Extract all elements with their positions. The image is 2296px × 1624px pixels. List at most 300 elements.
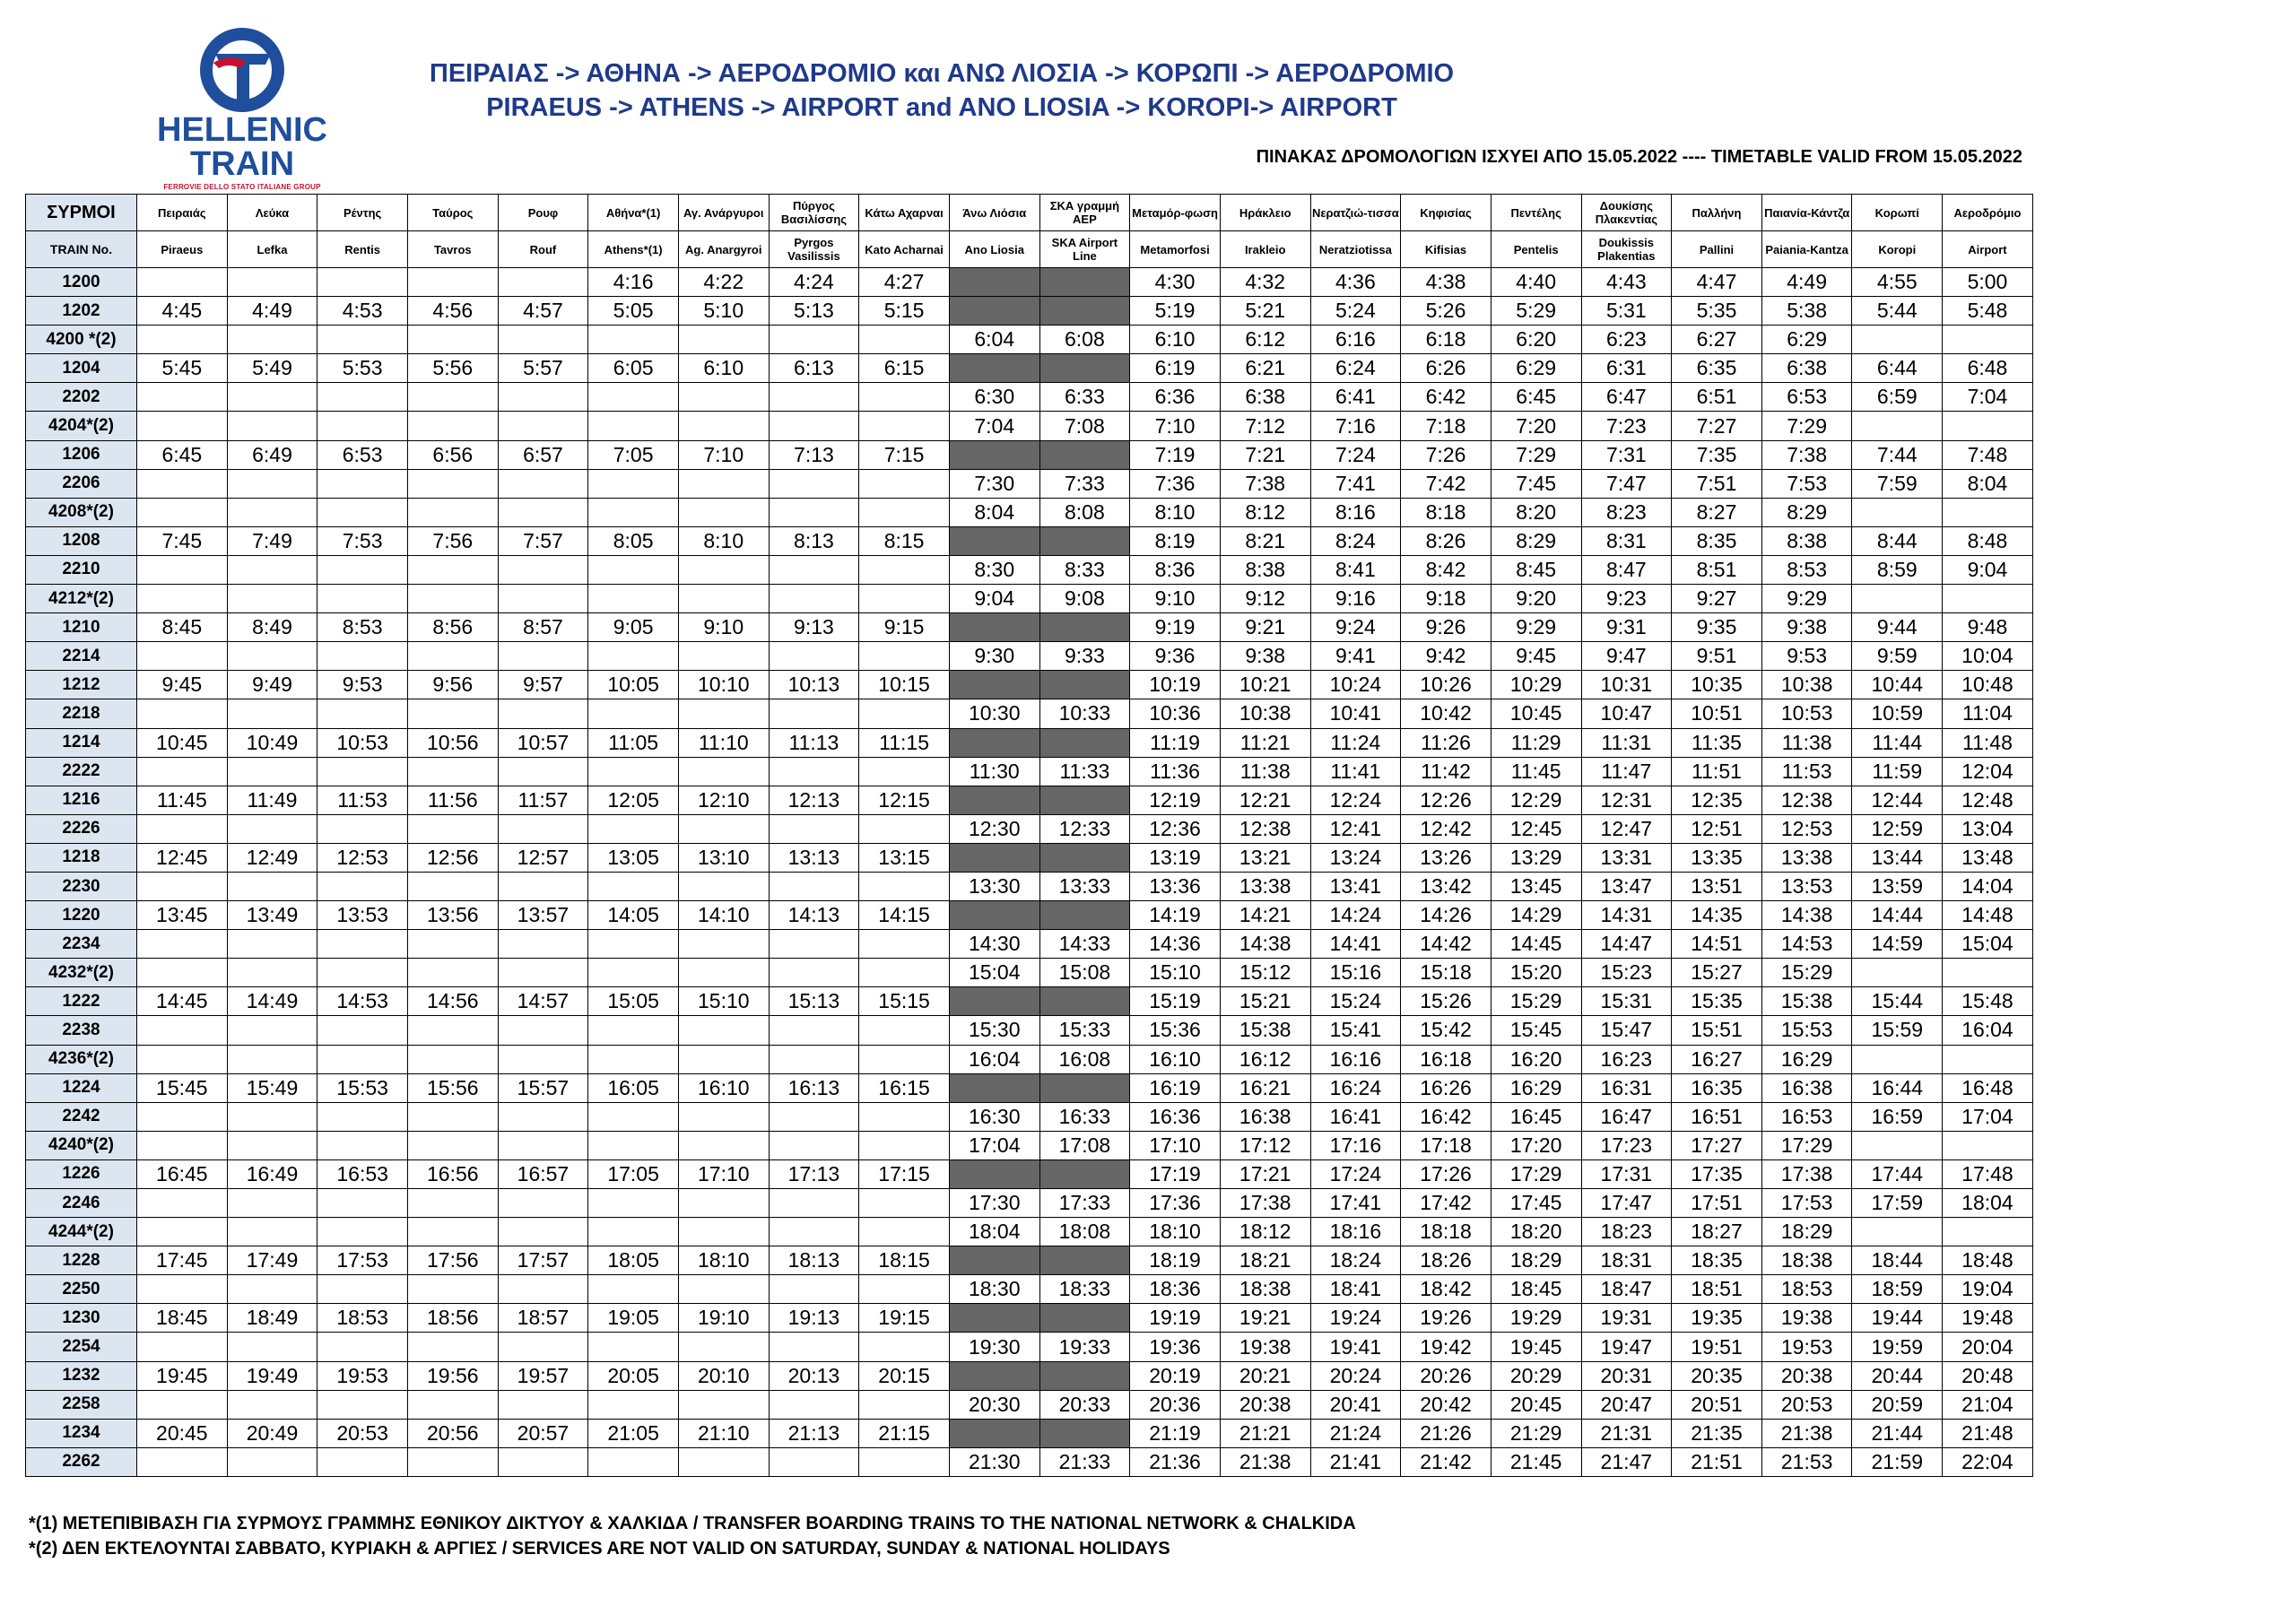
time-cell: [317, 959, 408, 987]
time-cell: [498, 412, 588, 440]
time-cell: 9:16: [1310, 585, 1401, 613]
time-cell: 19:59: [1852, 1333, 1943, 1361]
time-cell: 12:38: [1220, 814, 1310, 843]
time-cell: 9:59: [1852, 642, 1943, 671]
time-cell: 14:31: [1581, 901, 1672, 930]
time-cell: 9:53: [1761, 642, 1852, 671]
time-cell: 21:24: [1310, 1419, 1401, 1447]
time-cell: [678, 1131, 769, 1159]
time-cell: [317, 326, 408, 354]
time-cell: 15:23: [1581, 959, 1672, 987]
time-cell: 20:38: [1761, 1361, 1852, 1390]
time-cell: 8:36: [1130, 555, 1221, 584]
time-cell: 9:05: [588, 613, 679, 642]
station-name-greek: Κάτω Αχαρναι: [865, 205, 944, 220]
train-number: 4236*(2): [26, 1045, 137, 1073]
time-cell: 19:29: [1491, 1304, 1581, 1333]
time-cell: [137, 757, 228, 786]
time-cell: 18:44: [1852, 1246, 1943, 1275]
time-cell: 15:35: [1672, 987, 1762, 1016]
time-cell: 13:56: [407, 901, 498, 930]
time-cell: 13:57: [498, 901, 588, 930]
no-service-cell: [1039, 440, 1130, 469]
time-cell: [859, 1275, 950, 1304]
station-name-english: Kato Acharnai: [865, 242, 944, 256]
no-service-cell: [1039, 1304, 1130, 1333]
time-cell: 6:45: [1491, 383, 1581, 412]
time-cell: 19:56: [407, 1361, 498, 1390]
time-cell: 8:57: [498, 613, 588, 642]
time-cell: [769, 1333, 859, 1361]
time-cell: [407, 498, 498, 526]
time-cell: 20:42: [1401, 1390, 1492, 1419]
station-name-greek: Αγ. Ανάργυροι: [683, 205, 764, 220]
no-service-cell: [1039, 526, 1130, 555]
time-cell: [769, 555, 859, 584]
time-cell: 17:10: [1130, 1131, 1221, 1159]
station-name-greek: Ρέντης: [344, 205, 382, 220]
time-cell: [317, 1333, 408, 1361]
train-number: 1226: [26, 1159, 137, 1188]
time-cell: 18:53: [317, 1304, 408, 1333]
time-cell: 7:19: [1130, 440, 1221, 469]
no-service-cell: [1039, 786, 1130, 814]
time-cell: 21:38: [1761, 1419, 1852, 1447]
time-cell: [769, 1189, 859, 1218]
no-service-cell: [949, 1073, 1039, 1102]
time-cell: 13:31: [1581, 843, 1672, 872]
no-service-cell: [1039, 1159, 1130, 1188]
table-row: [26, 1073, 2033, 1102]
time-cell: 21:51: [1672, 1447, 1762, 1476]
no-service-cell: [1039, 297, 1130, 326]
station-name-english: Pentelis: [1513, 242, 1559, 256]
time-cell: [407, 469, 498, 498]
validity-notice: ΠΙΝΑΚΑΣ ΔΡΟΜΟΛΟΓΙΩΝ ΙΣΧΥΕΙ ΑΠΟ 15.05.2022 ---- TIMETABLE VALID FROM 15.05.2022: [1256, 147, 2022, 167]
no-service-cell: [1039, 987, 1130, 1016]
time-cell: 19:13: [769, 1304, 859, 1333]
time-cell: 6:18: [1401, 326, 1492, 354]
time-cell: 19:41: [1310, 1333, 1401, 1361]
time-cell: 22:04: [1943, 1447, 2033, 1476]
time-cell: 11:24: [1310, 728, 1401, 757]
station-name-english: Neratziotissa: [1318, 242, 1392, 256]
time-cell: 9:15: [859, 613, 950, 642]
time-cell: 16:26: [1401, 1073, 1492, 1102]
time-cell: [498, 1131, 588, 1159]
time-cell: [859, 814, 950, 843]
time-cell: [588, 814, 679, 843]
time-cell: 17:49: [227, 1246, 317, 1275]
time-cell: [678, 585, 769, 613]
time-cell: [769, 699, 859, 728]
time-cell: 4:55: [1852, 268, 1943, 297]
train-number: 4200 *(2): [26, 326, 137, 354]
time-cell: [227, 555, 317, 584]
time-cell: [227, 1275, 317, 1304]
time-cell: 14:26: [1401, 901, 1492, 930]
time-cell: 7:24: [1310, 440, 1401, 469]
time-cell: 9:13: [769, 613, 859, 642]
time-cell: 16:44: [1852, 1073, 1943, 1102]
time-cell: 10:47: [1581, 699, 1672, 728]
time-cell: 10:45: [137, 728, 228, 757]
time-cell: 11:53: [1761, 757, 1852, 786]
table-row: [26, 814, 2033, 843]
time-cell: 14:38: [1761, 901, 1852, 930]
time-cell: 20:13: [769, 1361, 859, 1390]
time-cell: 13:35: [1672, 843, 1762, 872]
time-cell: 5:00: [1943, 268, 2033, 297]
time-cell: 12:21: [1220, 786, 1310, 814]
time-cell: [678, 872, 769, 900]
time-cell: 15:20: [1491, 959, 1581, 987]
time-cell: 12:29: [1491, 786, 1581, 814]
time-cell: [769, 959, 859, 987]
time-cell: 12:44: [1852, 786, 1943, 814]
time-cell: 19:45: [137, 1361, 228, 1390]
time-cell: 14:19: [1130, 901, 1221, 930]
station-name-english: Pallini: [1699, 242, 1735, 256]
time-cell: 19:38: [1220, 1333, 1310, 1361]
time-cell: 13:53: [1761, 872, 1852, 900]
no-service-cell: [949, 354, 1039, 383]
time-cell: [317, 1102, 408, 1131]
time-cell: 9:10: [678, 613, 769, 642]
header-station-greek: [227, 195, 317, 231]
time-cell: 4:45: [137, 297, 228, 326]
time-cell: 9:27: [1672, 585, 1762, 613]
time-cell: 17:48: [1943, 1159, 2033, 1188]
time-cell: 17:56: [407, 1246, 498, 1275]
time-cell: 7:30: [949, 469, 1039, 498]
train-number: 1224: [26, 1073, 137, 1102]
time-cell: 19:24: [1310, 1304, 1401, 1333]
no-service-cell: [949, 297, 1039, 326]
time-cell: 7:38: [1761, 440, 1852, 469]
time-cell: 12:04: [1943, 757, 2033, 786]
time-cell: 16:12: [1220, 1045, 1310, 1073]
time-cell: [407, 930, 498, 959]
time-cell: [407, 1131, 498, 1159]
time-cell: 7:12: [1220, 412, 1310, 440]
time-cell: 12:48: [1943, 786, 2033, 814]
time-cell: 8:19: [1130, 526, 1221, 555]
time-cell: 21:10: [678, 1419, 769, 1447]
time-cell: 16:18: [1401, 1045, 1492, 1073]
time-cell: 21:21: [1220, 1419, 1310, 1447]
time-cell: 20:26: [1401, 1361, 1492, 1390]
time-cell: 15:56: [407, 1073, 498, 1102]
time-cell: 11:56: [407, 786, 498, 814]
time-cell: [317, 814, 408, 843]
time-cell: 6:33: [1039, 383, 1130, 412]
time-cell: 8:51: [1672, 555, 1762, 584]
time-cell: 11:38: [1761, 728, 1852, 757]
time-cell: [588, 1218, 679, 1246]
time-cell: 15:30: [949, 1016, 1039, 1045]
time-cell: 21:31: [1581, 1419, 1672, 1447]
time-cell: 8:10: [678, 526, 769, 555]
header-station-english: [1220, 231, 1310, 268]
time-cell: 6:41: [1310, 383, 1401, 412]
time-cell: [678, 959, 769, 987]
time-cell: 20:36: [1130, 1390, 1221, 1419]
time-cell: 20:33: [1039, 1390, 1130, 1419]
time-cell: [227, 1218, 317, 1246]
table-row: [26, 526, 2033, 555]
time-cell: [769, 757, 859, 786]
station-name-greek: Ταύρος: [432, 205, 474, 220]
time-cell: 16:10: [678, 1073, 769, 1102]
time-cell: 10:19: [1130, 671, 1221, 699]
time-cell: 16:31: [1581, 1073, 1672, 1102]
time-cell: 6:35: [1672, 354, 1762, 383]
time-cell: 6:44: [1852, 354, 1943, 383]
time-cell: [588, 1333, 679, 1361]
time-cell: 13:21: [1220, 843, 1310, 872]
time-cell: 9:53: [317, 671, 408, 699]
no-service-cell: [1039, 671, 1130, 699]
time-cell: 18:59: [1852, 1275, 1943, 1304]
time-cell: 14:04: [1943, 872, 2033, 900]
time-cell: [498, 1390, 588, 1419]
time-cell: 9:45: [137, 671, 228, 699]
time-cell: 21:35: [1672, 1419, 1762, 1447]
time-cell: 16:19: [1130, 1073, 1221, 1102]
time-cell: 12:51: [1672, 814, 1762, 843]
time-cell: 7:57: [498, 526, 588, 555]
time-cell: 18:27: [1672, 1218, 1762, 1246]
time-cell: 17:13: [769, 1159, 859, 1188]
time-cell: 8:45: [137, 613, 228, 642]
time-cell: 13:10: [678, 843, 769, 872]
brand-subtitle: FERROVIE DELLO STATO ITALIANE GROUP: [163, 183, 321, 191]
train-number: 1232: [26, 1361, 137, 1390]
time-cell: 6:10: [678, 354, 769, 383]
time-cell: 18:35: [1672, 1246, 1762, 1275]
time-cell: 15:24: [1310, 987, 1401, 1016]
time-cell: [588, 1102, 679, 1131]
train-number: 4204*(2): [26, 412, 137, 440]
time-cell: 19:38: [1761, 1304, 1852, 1333]
time-cell: 13:45: [137, 901, 228, 930]
time-cell: [678, 1218, 769, 1246]
time-cell: 14:05: [588, 901, 679, 930]
time-cell: 21:48: [1943, 1419, 2033, 1447]
time-cell: 11:36: [1130, 757, 1221, 786]
time-cell: 19:51: [1672, 1333, 1762, 1361]
time-cell: [407, 757, 498, 786]
time-cell: 13:33: [1039, 872, 1130, 900]
time-cell: 20:19: [1130, 1361, 1221, 1390]
train-number: 2210: [26, 555, 137, 584]
time-cell: [498, 1333, 588, 1361]
station-name-greek: Λεύκα: [255, 205, 290, 220]
time-cell: [407, 268, 498, 297]
time-cell: 4:47: [1672, 268, 1762, 297]
table-row: [26, 268, 2033, 297]
time-cell: 7:04: [1943, 383, 2033, 412]
time-cell: 10:59: [1852, 699, 1943, 728]
time-cell: 19:45: [1491, 1333, 1581, 1361]
time-cell: 18:30: [949, 1275, 1039, 1304]
time-cell: 15:53: [1761, 1016, 1852, 1045]
time-cell: 20:45: [1491, 1390, 1581, 1419]
time-cell: 11:41: [1310, 757, 1401, 786]
time-cell: [1852, 498, 1943, 526]
time-cell: 6:21: [1220, 354, 1310, 383]
time-cell: [588, 699, 679, 728]
time-cell: 18:42: [1401, 1275, 1492, 1304]
station-name-english: Piraeus: [161, 242, 204, 256]
train-number: 2238: [26, 1016, 137, 1045]
time-cell: 8:04: [949, 498, 1039, 526]
time-cell: 7:27: [1672, 412, 1762, 440]
header-station-greek: [588, 195, 679, 231]
header-station-english: [1852, 231, 1943, 268]
time-cell: [1943, 585, 2033, 613]
time-cell: 8:53: [1761, 555, 1852, 584]
time-cell: 9:24: [1310, 613, 1401, 642]
header-station-english: [137, 231, 228, 268]
no-service-cell: [949, 1419, 1039, 1447]
time-cell: 8:21: [1220, 526, 1310, 555]
time-cell: 18:12: [1220, 1218, 1310, 1246]
time-cell: [498, 1189, 588, 1218]
train-number: 1210: [26, 613, 137, 642]
time-cell: [317, 1016, 408, 1045]
time-cell: [769, 930, 859, 959]
time-cell: 19:36: [1130, 1333, 1221, 1361]
time-cell: [137, 268, 228, 297]
time-cell: [588, 1447, 679, 1476]
time-cell: 8:38: [1761, 526, 1852, 555]
station-name-greek: Αεροδρόμιο: [1953, 205, 2022, 220]
time-cell: 13:48: [1943, 843, 2033, 872]
time-cell: 11:42: [1401, 757, 1492, 786]
time-cell: 12:30: [949, 814, 1039, 843]
time-cell: 15:10: [678, 987, 769, 1016]
time-cell: 21:38: [1220, 1447, 1310, 1476]
time-cell: [859, 1102, 950, 1131]
time-cell: 15:27: [1672, 959, 1762, 987]
table-row: [26, 1246, 2033, 1275]
time-cell: 15:51: [1672, 1016, 1762, 1045]
time-cell: 10:21: [1220, 671, 1310, 699]
time-cell: 7:15: [859, 440, 950, 469]
header-station-english: [1672, 231, 1762, 268]
time-cell: 4:53: [317, 297, 408, 326]
time-cell: 14:45: [1491, 930, 1581, 959]
time-cell: 8:20: [1491, 498, 1581, 526]
time-cell: [227, 498, 317, 526]
time-cell: 18:29: [1491, 1246, 1581, 1275]
time-cell: 19:31: [1581, 1304, 1672, 1333]
time-cell: [498, 585, 588, 613]
time-cell: 5:29: [1491, 297, 1581, 326]
time-cell: 18:24: [1310, 1246, 1401, 1275]
time-cell: 11:15: [859, 728, 950, 757]
header-station-english: [1491, 231, 1581, 268]
time-cell: 9:21: [1220, 613, 1310, 642]
time-cell: 12:45: [137, 843, 228, 872]
time-cell: 15:57: [498, 1073, 588, 1102]
time-cell: 15:10: [1130, 959, 1221, 987]
time-cell: 14:42: [1401, 930, 1492, 959]
time-cell: 4:49: [1761, 268, 1852, 297]
hellenic-train-logo: [148, 27, 336, 193]
time-cell: 12:53: [317, 843, 408, 872]
time-cell: 16:51: [1672, 1102, 1762, 1131]
table-row: [26, 786, 2033, 814]
time-cell: 14:59: [1852, 930, 1943, 959]
time-cell: 6:36: [1130, 383, 1221, 412]
time-cell: 16:04: [1943, 1016, 2033, 1045]
station-name-greek: Δουκίσης Πλακεντίας: [1595, 199, 1657, 226]
time-cell: 19:57: [498, 1361, 588, 1390]
time-cell: 17:05: [588, 1159, 679, 1188]
time-cell: 17:33: [1039, 1189, 1130, 1218]
table-row: [26, 1275, 2033, 1304]
station-name-greek: Ηράκλειο: [1239, 205, 1292, 220]
brand-line-1: HELLENIC: [157, 111, 327, 149]
train-number: 2226: [26, 814, 137, 843]
time-cell: 18:41: [1310, 1275, 1401, 1304]
time-cell: [137, 1102, 228, 1131]
time-cell: 9:35: [1672, 613, 1762, 642]
time-cell: [588, 383, 679, 412]
title-english: PIRAEUS -> ATHENS -> AIRPORT and ANO LIOSIA -> KOROPI-> AIRPORT: [486, 93, 1397, 122]
time-cell: 17:29: [1491, 1159, 1581, 1188]
time-cell: 10:38: [1220, 699, 1310, 728]
time-cell: 16:53: [1761, 1102, 1852, 1131]
time-cell: [769, 498, 859, 526]
time-cell: 12:38: [1761, 786, 1852, 814]
time-cell: [498, 642, 588, 671]
time-cell: 15:12: [1220, 959, 1310, 987]
time-cell: 19:33: [1039, 1333, 1130, 1361]
time-cell: 17:53: [1761, 1189, 1852, 1218]
time-cell: 14:35: [1672, 901, 1762, 930]
time-cell: 17:35: [1672, 1159, 1762, 1188]
time-cell: 16:49: [227, 1159, 317, 1188]
time-cell: 16:05: [588, 1073, 679, 1102]
time-cell: 16:10: [1130, 1045, 1221, 1073]
time-cell: 6:10: [1130, 326, 1221, 354]
time-cell: 16:35: [1672, 1073, 1762, 1102]
time-cell: 4:38: [1401, 268, 1492, 297]
time-cell: 13:38: [1220, 872, 1310, 900]
time-cell: 15:26: [1401, 987, 1492, 1016]
time-cell: 6:30: [949, 383, 1039, 412]
station-name-greek: Παιανία-Κάντζα: [1764, 205, 1850, 220]
time-cell: [227, 383, 317, 412]
time-cell: 16:36: [1130, 1102, 1221, 1131]
time-cell: 4:32: [1220, 268, 1310, 297]
header-station-greek: [769, 195, 859, 231]
time-cell: 18:49: [227, 1304, 317, 1333]
time-cell: 7:45: [137, 526, 228, 555]
station-name-greek: Πύργος Βασιλίσσης: [780, 199, 848, 226]
header-station-greek: [859, 195, 950, 231]
time-cell: [137, 1189, 228, 1218]
time-cell: 7:38: [1220, 469, 1310, 498]
time-cell: [498, 1447, 588, 1476]
header-station-english: [407, 231, 498, 268]
no-service-cell: [1039, 1246, 1130, 1275]
time-cell: 18:53: [1761, 1275, 1852, 1304]
